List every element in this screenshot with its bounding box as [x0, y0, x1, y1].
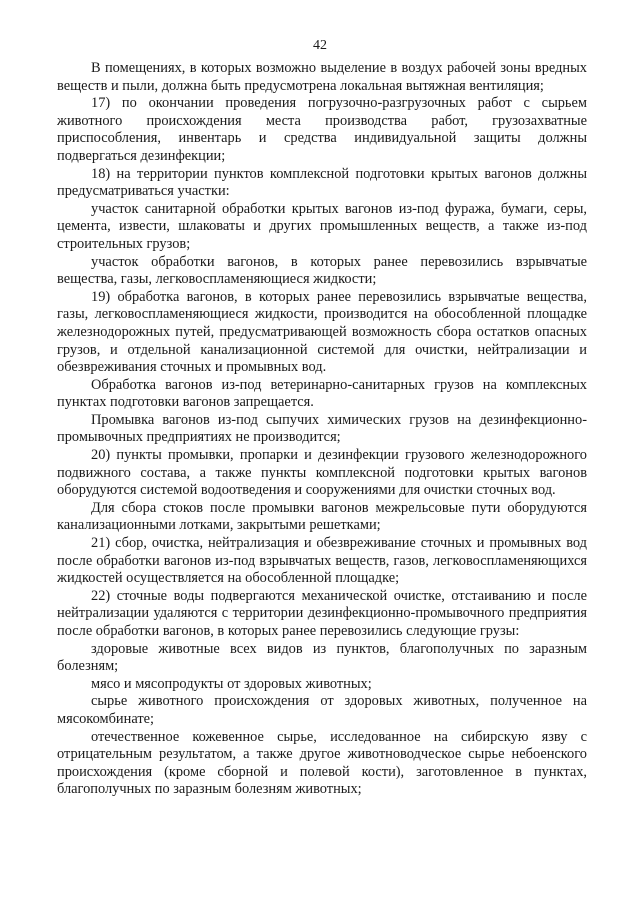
paragraph-sanitary-area: участок санитарной обработки крытых вагонов из-под фуража, бумаги, серы, цемента, извести, шлаковаты и других промышленных веществ, а также из-под строительных грузов;	[57, 200, 587, 252]
paragraph-drain-collection: Для сбора стоков после промывки вагонов межрельсовые пути оборудуются канализационными лотками, закрытыми решетками;	[57, 499, 587, 534]
paragraph-ventilation: В помещениях, в которых возможно выделение в воздух рабочей зоны вредных веществ и пыли, должна быть предусмотрена локальная вытяжная вентиляция;	[57, 60, 587, 94]
paragraph-item-17: 17) по окончании проведения погрузочно-разгрузочных работ с сырьем животного происхождения места производства работ, грузозахватные приспособления, инвентарь и средства индивидуальной защиты должны подвергаться дезинфекции;	[57, 95, 587, 164]
list-item-raw-materials: сырье животного происхождения от здоровых животных, полученное на мясокомбинате;	[57, 693, 587, 727]
paragraph-veterinary-prohibition: Обработка вагонов из-под ветеринарно-санитарных грузов на комплексных пунктах подготовки вагонов запрещается.	[57, 376, 587, 411]
paragraph-chemical-washing: Промывка вагонов из-под сыпучих химических грузов на дезинфекционно-промывочных предприятиях не производится;	[57, 411, 587, 446]
list-item-healthy-animals: здоровые животные всех видов из пунктов, благополучных по заразным болезням;	[57, 640, 587, 675]
page-number: 42	[313, 38, 327, 53]
paragraph-item-19: 19) обработка вагонов, в которых ранее перевозились взрывчатые вещества, газы, легковоспламеняющиеся жидкости, производится на обособленной площадке железнодорожных путей, предусматривающей возможность сбора остатков опасных грузов, и отдельной канализационной системой для очистки, нейтрализации и обезвреживания сточных и промывных вод.	[57, 288, 587, 376]
paragraph-item-20: 20) пункты промывки, пропарки и дезинфекции грузового железнодорожного подвижного состава, а также пункты комплексной подготовки крытых вагонов оборудуются системой водоотведения и сооружениями для очистки сточных вод.	[57, 447, 587, 499]
list-item-meat-products: мясо и мясопродукты от здоровых животных;	[91, 675, 372, 692]
list-item-leather-raw: отечественное кожевенное сырье, исследованное на сибирскую язву с отрицательным результатом, а также другое животноводческое сырье небоенского происхождения (кроме сборной и полевой кости), заготовленное в пунктах, благополучных по заразным болезням животных;	[57, 728, 587, 798]
paragraph-explosives-area: участок обработки вагонов, в которых ранее перевозились взрывчатые вещества, газы, легковоспламеняющиеся жидкости;	[57, 253, 587, 288]
paragraph-item-22: 22) сточные воды подвергаются механической очистке, отстаиванию и после нейтрализации удаляются с территории дезинфекционно-промывочного предприятия после обработки вагонов, в которых ранее перевозились следующие грузы:	[57, 587, 587, 639]
paragraph-item-18: 18) на территории пунктов комплексной подготовки крытых вагонов должны предусматриваться участки:	[57, 165, 587, 200]
paragraph-item-21: 21) сбор, очистка, нейтрализация и обезвреживание сточных и промывных вод после обработки вагонов из-под взрывчатых веществ, газов, легковоспламеняющихся жидкостей осуществляется на обособленной площадке;	[57, 535, 587, 587]
document-body	[57, 60, 587, 799]
